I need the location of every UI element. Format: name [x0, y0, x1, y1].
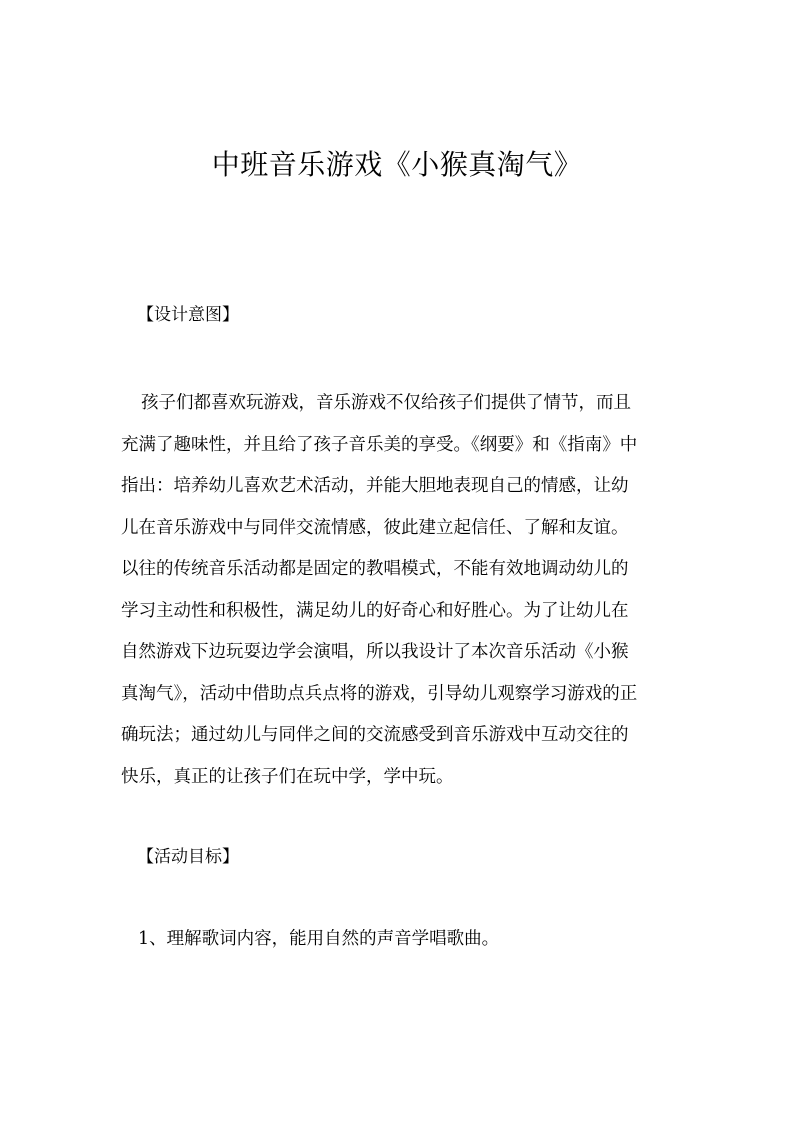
- paragraph-line: 儿在音乐游戏中与同伴交流情感，彼此建立起信任、了解和友谊。: [121, 517, 629, 538]
- paragraph-line: 充满了趣味性，并且给了孩子音乐美的享受。《纲要》和《指南》中: [121, 434, 638, 455]
- section-heading-design-intent: 【设计意图】: [137, 305, 239, 325]
- goal-item: 1、理解歌词内容，能用自然的声音学唱歌曲。: [138, 929, 500, 949]
- paragraph-line: 确玩法；通过幼儿与同伴之间的交流感受到音乐游戏中互动交往的: [121, 725, 629, 745]
- document-title: 中班音乐游戏《小猴真淘气》: [211, 148, 583, 181]
- paragraph-line: 真淘气》，活动中借助点兵点将的游戏，引导幼儿观察学习游戏的正: [121, 683, 638, 704]
- paragraph-line: 指出：培养幼儿喜欢艺术活动，并能大胆地表现自己的情感，让幼: [121, 476, 629, 496]
- paragraph-line: 快乐，真正的让孩子们在玩中学，学中玩。: [121, 766, 454, 787]
- design-intent-paragraph: [121, 383, 681, 798]
- paragraph-line: 以往的传统音乐活动都是固定的教唱模式，不能有效地调动幼儿的: [121, 559, 629, 579]
- section-heading-activity-goals: 【活动目标】: [137, 847, 239, 867]
- paragraph-line: 学习主动性和积极性，满足幼儿的好奇心和好胜心。为了让幼儿在: [121, 600, 629, 621]
- paragraph-line: 孩子们都喜欢玩游戏，音乐游戏不仅给孩子们提供了情节，而且: [141, 393, 631, 413]
- paragraph-line: 自然游戏下边玩耍边学会演唱，所以我设计了本次音乐活动《小猴: [121, 642, 629, 662]
